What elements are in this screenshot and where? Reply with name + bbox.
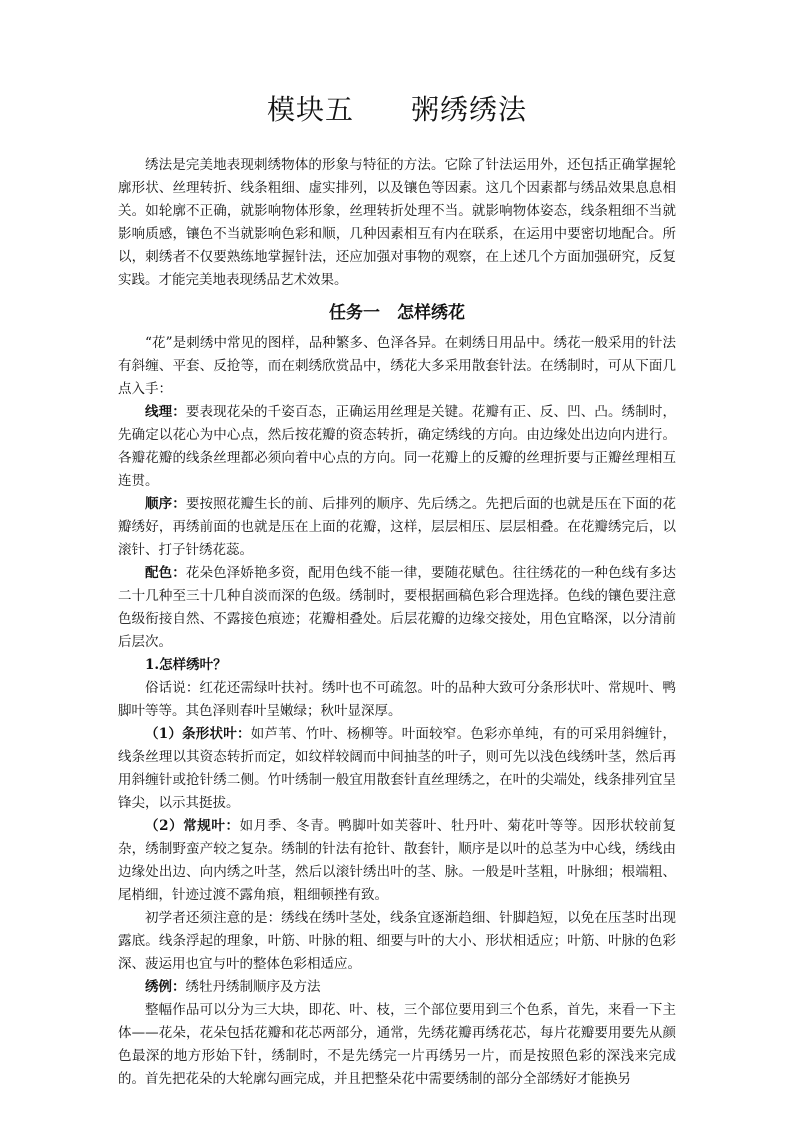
regular-leaf-label: （2）常规叶： [145, 818, 240, 834]
order-text: 要按照花瓣生长的前、后排列的顺序、先后绣之。先把后面的也就是压在下面的花瓣绣好，再绣前面的也就是压在上面的花瓣，这样，层层相压、层层相叠。在花瓣绣完后，以滚针、打子针绣花蕊。 [118, 496, 677, 558]
strip-leaf-label: （1）条形状叶： [145, 726, 251, 742]
regular-leaf-paragraph [118, 815, 676, 907]
example-label: 绣例： [145, 979, 186, 995]
color-paragraph [118, 562, 676, 654]
order-paragraph [118, 493, 676, 562]
task-intro-paragraph: “花”是刺绣中常见的图样，品种繁多、色泽各异。在刺绣日用品中。绣花一般采用的针法有斜缠、平套、反抢等，而在刺绣欣赏品中，绣花大多采用散套针法。在绣制时，可从下面几点入手： [118, 335, 676, 397]
color-label: 配色： [145, 565, 186, 581]
strip-leaf-paragraph [118, 723, 676, 815]
task-heading: 任务一 怎样绣花 [329, 303, 465, 323]
final-paragraph: 整幅作品可以分为三大块，即花、叶、枝，三个部位要用到三个色系，首先，来看一下主体——花朵，花朵包括花瓣和花芯两部分，通常，先绣花瓣再绣花芯，每片花瓣要用要先从颜色最深的地方形始下针，绣制时，不是先绣完一片再绣另一片，而是按照色彩的深浅来完成的。首先把花朵的大轮廓勾画完成，并且把整朵花中需要绣制的部分全部绣好才能换另 [118, 1002, 676, 1087]
page-title: 模块五 粥绣绣法 [267, 93, 527, 126]
beginner-paragraph: 初学者还须注意的是：绣线在绣叶茎处，线条宜逐渐趋细、针脚趋短，以免在压茎时出现露底。线条浮起的理象，叶筋、叶脉的粗、细要与叶的大小、形状相适应；叶筋、叶脉的色彩深、菠运用也宜与叶的整体色彩相适应。 [118, 910, 676, 972]
color-text: 花朵色泽娇艳多资，配用色线不能一律，要随花赋色。往往绣花的一种色线有多达二十几种至三十几种自淡而深的色级。绣制时，要根据画稿色彩合理选择。色线的镶色要注意色级衔接自然、不露接色痕迹；花瓣相叠处。后层花瓣的边缘交接处，用色宜略深，以分清前后层次。 [118, 565, 677, 650]
line-label: 线理： [145, 404, 186, 420]
line-paragraph [118, 401, 676, 493]
example-text: 绣牡丹绣制顺序及方法 [185, 979, 321, 995]
leaf-intro-paragraph: 俗话说：红花还需绿叶扶衬。绣叶也不可疏忽。叶的品种大致可分条形状叶、常规叶、鸭脚叶等等。其色泽则春叶呈嫩绿；秋叶显深厚。 [118, 680, 676, 719]
strip-leaf-text: 如芦苇、竹叶、杨柳等。叶面较窄。色彩亦单纯，有的可采用斜缠针，线条丝理以其资态转折而定，如纹样较阔而中间抽茎的叶子，则可先以浅色线绣叶茎，然后再用斜缠针或抢针绣二侧。竹叶绣制一般宜用散套针直丝理绣之，在叶的尖端处，线条排列宜呈锋尖，以示其挺拔。 [118, 726, 676, 811]
line-text: 要表现花朵的千姿百态，正确运用丝理是关键。花瓣有正、反、凹、凸。绣制时，先确定以花心为中心点，然后按花瓣的资态转折，确定绣线的方向。由边缘处出边向内进行。各瓣花瓣的线条丝理都必须向着中心点的方向。同一花瓣上的反瓣的丝理折要与正瓣丝理相互连贯。 [118, 404, 677, 489]
order-label: 顺序： [145, 496, 186, 512]
example-paragraph [118, 976, 676, 999]
regular-leaf-text: 如月季、冬青。鸭脚叶如芙蓉叶、牡丹叶、菊花叶等等。因形状较前复杂，绣制野蛮产较之复杂。绣制的针法有抢针、散套针，顺序是以叶的总茎为中心线，绣线由边缘处出边、向内绣之叶茎，然后以滚针绣出叶的茎、脉。一般是叶茎粗，叶脉细；根端粗、尾梢细，针迹过渡不露角痕，粗细顿挫有致。 [118, 818, 676, 903]
document-page [118, 90, 676, 1091]
intro-paragraph: 绣法是完美地表现刺绣物体的形象与特征的方法。它除了针法运用外，还包括正确掌握轮廓形状、丝理转折、线条粗细、虚实排列，以及镶色等因素。这几个因素都与绣品效果息息相关。如轮廓不正确，就影响物体形象，丝理转折处理不当。就影响物体姿态，线条粗细不当就影响质感，镶色不当就影响色彩和顺，几种因素相互有内在联系，在运用中要密切地配合。所以，刺绣者不仅要熟练地掌握针法，还应加强对事物的观察，在上述几个方面加强研究，反复实践。才能完美地表现绣品艺术效果。 [118, 157, 676, 288]
leaf-heading: 1.怎样绣叶？ [145, 657, 227, 673]
